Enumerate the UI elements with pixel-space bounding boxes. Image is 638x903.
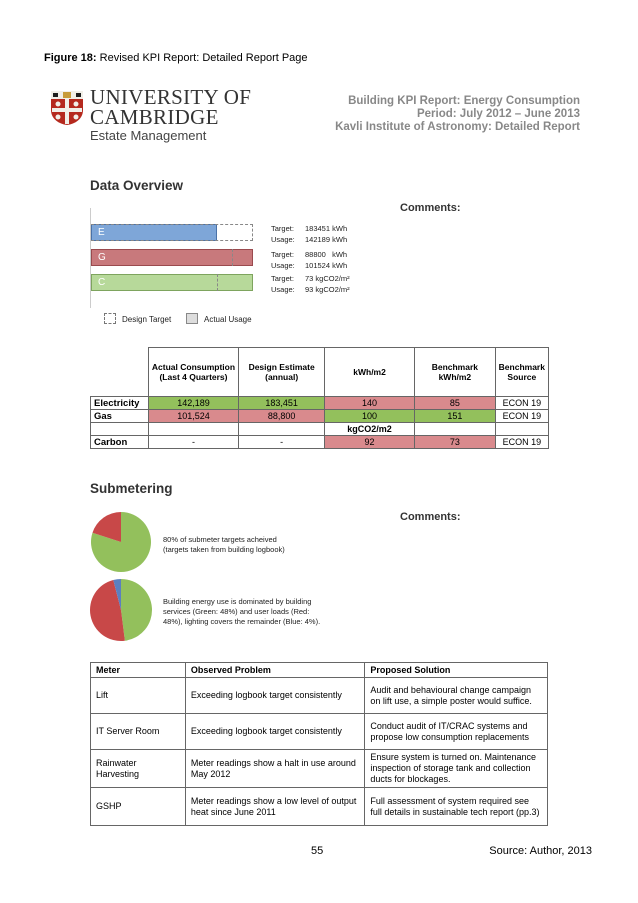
table-cell: 140 <box>325 397 415 410</box>
table-cell <box>415 423 496 436</box>
pie2-text-line: 48%), lighting covers the remainder (Blue: 4%). <box>163 617 321 626</box>
usage-value: 101524 kWh <box>305 260 348 270</box>
pie2-text-line: services (Green: 48%) and user loads (Red: <box>163 607 310 616</box>
usage-label: Usage: <box>271 284 295 294</box>
table-header-cell: Observed Problem <box>185 663 365 678</box>
solution-cell: Audit and behavioural change campaign on lift use, a simple poster would suffice. <box>365 678 548 714</box>
table-header-cell: Benchmark kWh/m2 <box>415 348 496 397</box>
table-row <box>91 750 548 788</box>
table-row <box>91 436 549 449</box>
target-label: Target: <box>271 250 294 259</box>
table-header-cell: kWh/m2 <box>325 348 415 397</box>
pie2-caption <box>163 597 320 627</box>
target-label: Target: <box>271 224 294 233</box>
target-usage-gas <box>271 250 347 271</box>
table-row <box>91 788 548 826</box>
table-header-cell: Benchmark Source <box>495 348 548 397</box>
solution-cell: Conduct audit of IT/CRAC systems and propose low consumption replacements <box>365 714 548 750</box>
problem-cell: Meter readings show a halt in use around May 2012 <box>185 750 365 788</box>
table-cell <box>239 423 325 436</box>
target-value: 88800 kWh <box>305 250 348 259</box>
table-cell <box>495 423 548 436</box>
table-cell: ECON 19 <box>495 397 548 410</box>
table-cell: 151 <box>415 410 496 423</box>
source-note: Source: Author, 2013 <box>489 845 592 857</box>
problem-cell: Exceeding logbook target consistently <box>185 714 365 750</box>
usage-label: Usage: <box>271 234 295 244</box>
meter-problems-table <box>90 662 548 826</box>
target-usage-carbon <box>271 274 350 295</box>
meter-cell: GSHP <box>91 788 186 826</box>
target-dash <box>91 224 253 241</box>
target-dash <box>91 249 233 266</box>
table-cell: - <box>148 436 239 449</box>
usage-label: Usage: <box>271 260 295 270</box>
bar-letter: G <box>98 252 106 263</box>
legend-design-label: Design Target <box>122 315 172 324</box>
overview-comments-label: Comments: <box>400 202 461 214</box>
table-cell: 88,800 <box>239 410 325 423</box>
submetering-title: Submetering <box>90 481 173 496</box>
caption-label: Figure 18: <box>44 52 97 64</box>
target-usage-electricity <box>271 224 347 245</box>
logo-line1: UNIVERSITY OF <box>90 85 252 109</box>
consumption-table <box>90 347 549 449</box>
row-label: Electricity <box>91 397 149 410</box>
cambridge-shield-logo <box>50 90 84 126</box>
target-dash <box>91 274 218 291</box>
row-label <box>91 423 149 436</box>
submetering-comments-label: Comments: <box>400 511 461 523</box>
table-header-row <box>91 348 549 397</box>
problem-cell: Exceeding logbook target consistently <box>185 678 365 714</box>
usage-value: 93 kgCO2/m² <box>305 284 350 294</box>
table-header-cell: Actual Consumption (Last 4 Quarters) <box>148 348 239 397</box>
pie1-text-line: (targets taken from building logbook) <box>163 545 285 554</box>
usage-value: 142189 kWh <box>305 234 348 244</box>
legend-actual-label: Actual Usage <box>204 315 252 324</box>
page-number: 55 <box>311 845 324 857</box>
table-header-cell: Design Estimate (annual) <box>239 348 325 397</box>
table-cell: 92 <box>325 436 415 449</box>
solution-cell: Full assessment of system required see full details in sustainable tech report (pp.3) <box>365 788 548 826</box>
problem-cell: Meter readings show a low level of output heat since June 2011 <box>185 788 365 826</box>
legend-design-swatch <box>104 313 116 324</box>
row-label: Carbon <box>91 436 149 449</box>
pie1-text-line: 80% of submeter targets acheived <box>163 535 277 544</box>
table-cell <box>148 423 239 436</box>
table-row <box>91 423 549 436</box>
table-cell: 100 <box>325 410 415 423</box>
bar-letter: E <box>98 227 105 238</box>
table-cell: 85 <box>415 397 496 410</box>
table-row <box>91 397 549 410</box>
table-cell: - <box>239 436 325 449</box>
logo-line2: CAMBRIDGE <box>90 105 219 129</box>
table-cell: 142,189 <box>148 397 239 410</box>
table-cell: 183,451 <box>239 397 325 410</box>
meter-cell: Rainwater Harvesting <box>91 750 186 788</box>
report-subtitle: Kavli Institute of Astronomy: Detailed Report <box>335 121 580 133</box>
report-period: Period: July 2012 – June 2013 <box>416 108 580 120</box>
bar-letter: C <box>98 277 106 288</box>
target-value: 73 kgCO2/m² <box>305 274 350 283</box>
pie1-caption <box>163 535 285 555</box>
solution-cell: Ensure system is turned on. Maintenance inspection of storage tank and collection ducts for blockages. <box>365 750 548 788</box>
table-row <box>91 678 548 714</box>
logo-line3: Estate Management <box>90 128 207 143</box>
table-header-row <box>91 663 548 678</box>
table-header-cell: Meter <box>91 663 186 678</box>
table-cell: ECON 19 <box>495 410 548 423</box>
table-cell: 101,524 <box>148 410 239 423</box>
target-label: Target: <box>271 274 294 283</box>
table-row <box>91 714 548 750</box>
table-cell: kgCO2/m2 <box>325 423 415 436</box>
table-cell: 73 <box>415 436 496 449</box>
caption-text: Revised KPI Report: Detailed Report Page <box>99 52 308 64</box>
legend-actual-swatch <box>186 313 198 324</box>
target-value: 183451 kWh <box>305 224 348 233</box>
pie-slice <box>121 579 152 641</box>
data-overview-title: Data Overview <box>90 178 184 193</box>
report-title: Building KPI Report: Energy Consumption <box>348 95 580 107</box>
table-header-cell: Proposed Solution <box>365 663 548 678</box>
meter-cell: Lift <box>91 678 186 714</box>
figure-caption <box>44 52 308 64</box>
energy-use-pie <box>88 578 154 642</box>
table-cell: ECON 19 <box>495 436 548 449</box>
row-label: Gas <box>91 410 149 423</box>
pie2-text-line: Building energy use is dominated by building <box>163 597 312 606</box>
submeter-targets-pie <box>88 511 154 573</box>
meter-cell: IT Server Room <box>91 714 186 750</box>
table-row <box>91 410 549 423</box>
